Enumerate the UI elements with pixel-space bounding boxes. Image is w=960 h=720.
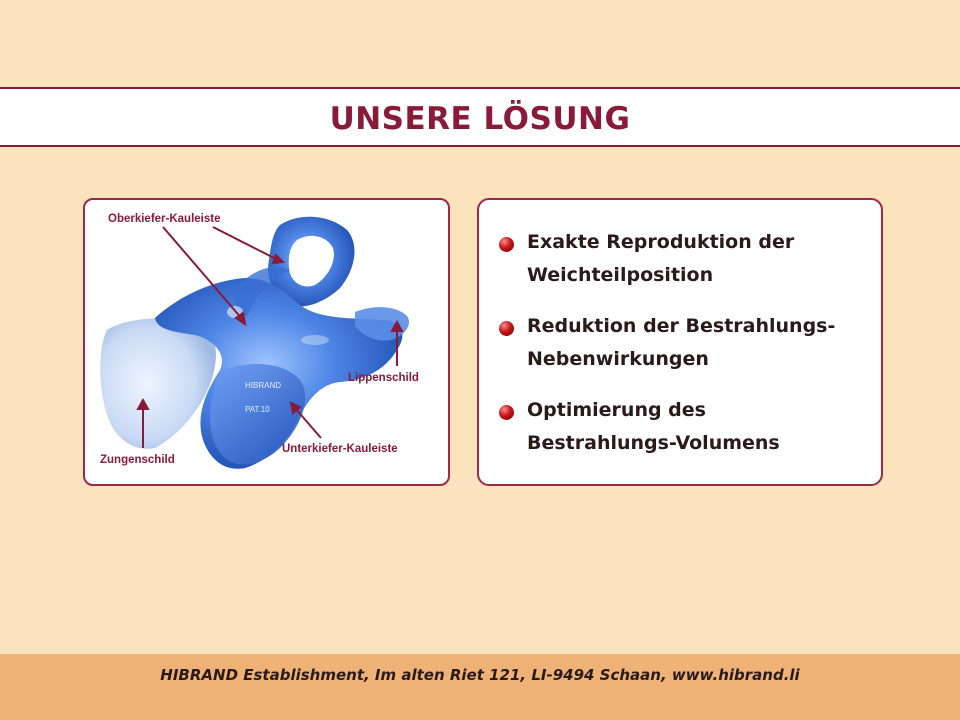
benefit-text: [527, 226, 879, 292]
benefit-text: [527, 310, 879, 376]
bullet-dot-icon: [499, 237, 514, 252]
engraving-line1: HIBRAND: [245, 381, 282, 390]
footer-address: HIBRAND Establishment, Im alten Riet 121, LI-9494 Schaan, www.hibrand.li: [160, 666, 800, 684]
benefit-line: Bestrahlungs-Volumens: [527, 432, 780, 454]
footer-bar: [0, 654, 960, 720]
mouthpiece-photo: [85, 200, 448, 484]
label-upper-bite-block: Oberkiefer-Kauleiste: [108, 213, 221, 225]
benefit-line: Reduktion der Bestrahlungs-: [527, 315, 836, 337]
title-band: [0, 87, 960, 147]
benefit-line: Optimierung des: [527, 399, 706, 421]
label-tongue-shield: Zungenschild: [100, 454, 175, 466]
engraving-line2: PAT.10: [245, 405, 270, 414]
benefit-line: Exakte Reproduktion der: [527, 231, 795, 253]
benefit-line: Nebenwirkungen: [527, 348, 709, 370]
highlight: [301, 335, 329, 345]
bullet-dot-icon: [499, 405, 514, 420]
label-lower-bite-block: Unterkiefer-Kauleiste: [282, 443, 398, 455]
image-panel: [83, 198, 450, 486]
benefit-text: [527, 394, 879, 460]
benefits-panel: [477, 198, 883, 486]
benefit-line: Weichteilposition: [527, 264, 714, 286]
bullet-dot-icon: [499, 321, 514, 336]
page-title: UNSERE LÖSUNG: [329, 101, 631, 137]
tongue-shield-shape: [100, 318, 216, 448]
label-lip-shield: Lippenschild: [348, 372, 419, 384]
